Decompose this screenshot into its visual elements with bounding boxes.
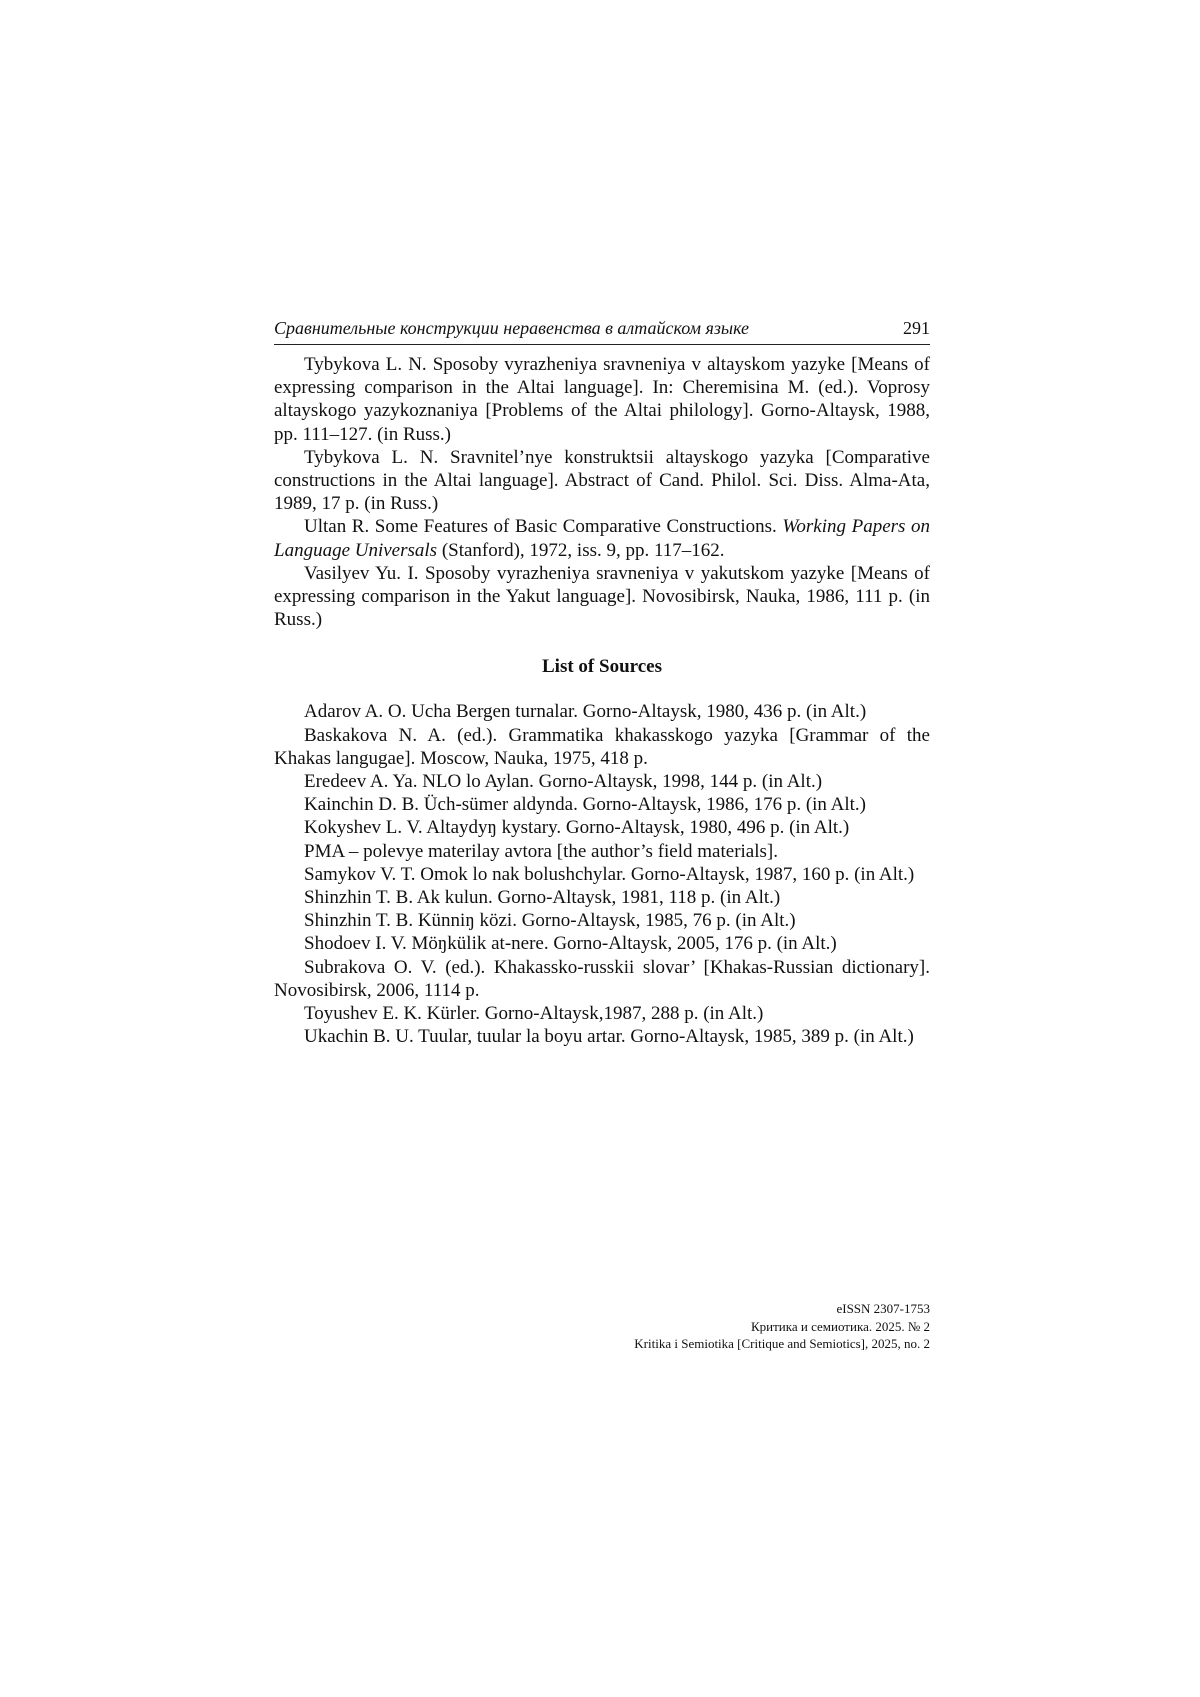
source-item: Eredeev A. Ya. NLO lo Aylan. Gorno-Altaysk, 1998, 144 p. (in Alt.) xyxy=(274,770,930,793)
sources-list xyxy=(274,700,930,1048)
source-item: Baskakova N. A. (ed.). Grammatika khakasskogo yazyka [Grammar of the Khakas langugae]. Moscow, Nauka, 1975, 418 p. xyxy=(274,724,930,770)
running-head xyxy=(274,316,930,345)
journal-citation-ru: Критика и семиотика. 2025. № 2 xyxy=(634,1318,930,1336)
source-item: Kainchin D. B. Üch-sümer aldynda. Gorno-Altaysk, 1986, 176 p. (in Alt.) xyxy=(274,793,930,816)
source-item: Subrakova O. V. (ed.). Khakassko-russkii slovar’ [Khakas-Russian dictionary]. Novosibirsk, 2006, 1114 p. xyxy=(274,956,930,1002)
source-item: Shinzhin T. B. Künniŋ közi. Gorno-Altaysk, 1985, 76 p. (in Alt.) xyxy=(274,909,930,932)
source-item: Shodoev I. V. Möŋkülik at-nere. Gorno-Altaysk, 2005, 176 p. (in Alt.) xyxy=(274,932,930,955)
reference-item: Tybykova L. N. Sravnitel’nye konstruktsii altayskogo yazyka [Comparative constructions in the Altai language]. Abstract of Cand. Philol. Sci. Diss. Alma-Ata, 1989, 17 p. (in Russ.) xyxy=(274,446,930,516)
source-item: Toyushev E. K. Kürler. Gorno-Altaysk,1987, 288 p. (in Alt.) xyxy=(274,1002,930,1025)
reference-item: Tybykova L. N. Sposoby vyrazheniya sravneniya v altayskom yazyke [Means of expressing comparison in the Altai language]. In: Cheremisina M. (ed.). Voprosy altayskogo yazykoznaniya [Problems of the Altai philology]. Gorno-Altaysk, 1988, pp. 111–127. (in Russ.) xyxy=(274,353,930,446)
source-item: Adarov A. O. Ucha Bergen turnalar. Gorno-Altaysk, 1980, 436 p. (in Alt.) xyxy=(274,700,930,723)
issn: eISSN 2307-1753 xyxy=(634,1300,930,1318)
section-heading-sources: List of Sources xyxy=(274,655,930,678)
reference-text: (Stanford), 1972, iss. 9, pp. 117–162. xyxy=(437,540,724,561)
reference-text: Ultan R. Some Features of Basic Comparative Constructions. xyxy=(304,516,782,537)
journal-citation-en: Kritika i Semiotika [Critique and Semiotics], 2025, no. 2 xyxy=(634,1335,930,1353)
reference-item: Vasilyev Yu. I. Sposoby vyrazheniya sravneniya v yakutskom yazyke [Means of expressing comparison in the Yakut language]. Novosibirsk, Nauka, 1986, 111 p. (in Russ.) xyxy=(274,562,930,632)
source-item: Kokyshev L. V. Altaydyŋ kystary. Gorno-Altaysk, 1980, 496 p. (in Alt.) xyxy=(274,816,930,839)
source-item: PMA – polevye materilay avtora [the author’s field materials]. xyxy=(274,840,930,863)
reference-journal-title: Working Papers on Language Universals xyxy=(274,516,930,560)
running-title: Сравнительные конструкции неравенства в алтайском языке xyxy=(274,318,749,339)
references-list xyxy=(274,353,930,631)
reference-item xyxy=(274,515,930,561)
page-number: 291 xyxy=(903,318,930,339)
page-content xyxy=(274,316,930,1048)
journal-footer xyxy=(634,1300,930,1353)
source-item: Ukachin B. U. Tuular, tuular la boyu artar. Gorno-Altaysk, 1985, 389 p. (in Alt.) xyxy=(274,1025,930,1048)
source-item: Shinzhin T. B. Ak kulun. Gorno-Altaysk, 1981, 118 p. (in Alt.) xyxy=(274,886,930,909)
source-item: Samykov V. T. Omok lo nak bolushchylar. Gorno-Altaysk, 1987, 160 p. (in Alt.) xyxy=(274,863,930,886)
